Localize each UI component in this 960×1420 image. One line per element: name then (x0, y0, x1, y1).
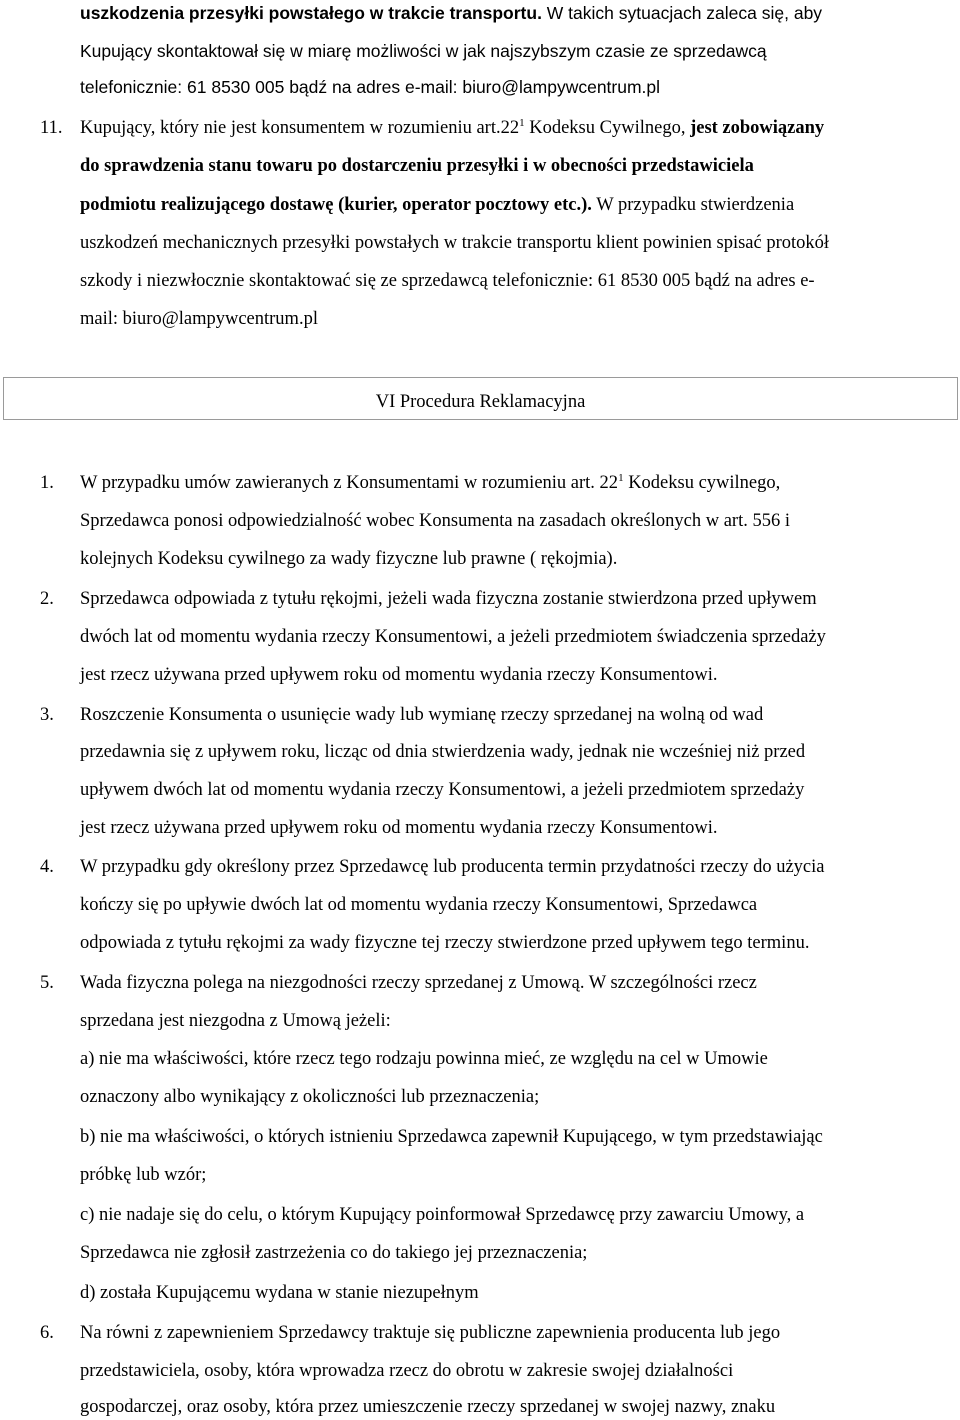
item-11-text-line-3: W przypadku stwierdzenia (591, 195, 795, 215)
item-1-number: 1. (40, 473, 54, 493)
item-11-superscript: 1 (519, 116, 525, 129)
item-4-number: 4. (40, 857, 54, 877)
item-4-line-1: W przypadku gdy określony przez Sprzedawcę lub producenta termin przydatności rzeczy do użycia (80, 857, 825, 877)
item-11-bold-line-3: podmiotu realizującego dostawę (kurier, operator pocztowy etc.). (80, 195, 592, 215)
item-11-bold-line-2: do sprawdzenia stanu towaru po dostarczeniu przesyłki i w obecności przedstawiciela (80, 156, 754, 176)
item-5-sub-b-line-1: b) nie ma właściwości, o których istnieniu Sprzedawca zapewnił Kupującego, w tym przedstawiając (80, 1127, 823, 1147)
item-1-text-a: W przypadku umów zawieranych z Konsumentami w rozumieniu art. 22 (80, 473, 619, 493)
item-11-line-2 (80, 155, 754, 179)
item-11-line-6: mail: biuro@lampywcentrum.pl (80, 309, 318, 329)
item-11-bold-text: jest zobowiązany (690, 118, 825, 138)
prev-bold-text: uszkodzenia przesyłki powstałego w trakcie transportu. (80, 3, 542, 23)
item-2-line-3: jest rzecz używana przed upływem roku od momentu wydania rzeczy Konsumentowi. (80, 665, 718, 685)
item-11-line-4: uszkodzeń mechanicznych przesyłki powstałych w trakcie transportu klient powinien spisać protokół (80, 233, 830, 253)
item-1-line-3: kolejnych Kodeksu cywilnego za wady fizyczne lub prawne ( rękojmia). (80, 549, 618, 569)
item-11-line-1 (80, 117, 824, 141)
item-5-sub-c-line-2: Sprzedawca nie zgłosił zastrzeżenia co do takiego jej przeznaczenia; (80, 1243, 588, 1263)
prev-text: W takich sytuacjach zaleca się, aby (541, 3, 823, 23)
item-11-text-a: Kupujący, który nie jest konsumentem w rozumieniu art.22 (80, 118, 520, 138)
item-3-line-4: jest rzecz używana przed upływem roku od momentu wydania rzeczy Konsumentowi. (80, 818, 718, 838)
item-3-line-1: Roszczenie Konsumenta o usunięcie wady lub wymianę rzeczy sprzedanej na wolną od wad (80, 705, 764, 725)
item-11-line-5: szkody i niezwłocznie skontaktować się ze sprzedawcą telefonicznie: 61 8530 005 bądź na adres e- (80, 271, 815, 291)
item-2-line-1: Sprzedawca odpowiada z tytułu rękojmi, jeżeli wada fizyczna zostanie stwierdzona przed upływem (80, 589, 817, 609)
section-header-box (3, 377, 958, 420)
item-2-number: 2. (40, 589, 54, 609)
item-6-line-2: przedstawiciela, osoby, która wprowadza rzecz do obrotu w zakresie swojej działalności (80, 1361, 734, 1381)
item-4-line-2: kończy się po upływie dwóch lat od momentu wydania rzeczy Konsumentowi, Sprzedawca (80, 895, 758, 915)
item-11-text-b: Kodeksu Cywilnego, (524, 118, 691, 138)
prev-line-2: Kupujący skontaktował się w miarę możliwości w jak najszybszym czasie ze sprzedawcą (80, 41, 767, 61)
item-3-line-2: przedawnia się z upływem roku, licząc od dnia stwierdzenia wady, jednak nie wcześniej niż przed (80, 742, 806, 762)
item-6-line-3: gospodarczej, oraz osoby, która przez umieszczenie rzeczy sprzedanej w swojej nazwy, znaku (80, 1397, 776, 1417)
item-4-line-3: odpowiada z tytułu rękojmi za wady fizyczne tej rzeczy stwierdzone przed upływem tego terminu. (80, 933, 810, 953)
item-5-sub-c-line-1: c) nie nadaje się do celu, o którym Kupujący poinformował Sprzedawcę przy zawarciu Umowy, a (80, 1205, 805, 1225)
item-5-sub-a-line-2: oznaczony albo wynikający z okoliczności lub przeznaczenia; (80, 1087, 540, 1107)
item-5-line-2: sprzedana jest niezgodna z Umową jeżeli: (80, 1011, 391, 1031)
item-1-superscript: 1 (618, 471, 624, 484)
item-5-sub-d-line-1: d) została Kupującemu wydana w stanie niezupełnym (80, 1283, 479, 1303)
section-title: VI Procedura Reklamacyjna (375, 392, 586, 412)
item-11-line-3 (80, 194, 794, 218)
item-6-line-1: Na równi z zapewnieniem Sprzedawcy traktuje się publiczne zapewnienia producenta lub jego (80, 1323, 781, 1343)
item-1-line-1 (80, 472, 780, 496)
item-3-number: 3. (40, 705, 54, 725)
item-3-line-3: upływem dwóch lat od momentu wydania rzeczy Konsumentowi, a jeżeli przedmiotem sprzedaży (80, 780, 805, 800)
item-11-number: 11. (40, 118, 63, 138)
item-5-line-1: Wada fizyczna polega na niezgodności rzeczy sprzedanej z Umową. W szczególności rzecz (80, 973, 757, 993)
item-5-sub-a-line-1: a) nie ma właściwości, które rzecz tego rodzaju powinna mieć, ze względu na cel w Umowie (80, 1049, 768, 1069)
item-1-text-b: Kodeksu cywilnego, (623, 473, 781, 493)
prev-line-3: telefonicznie: 61 8530 005 bądź na adres e-mail: biuro@lampywcentrum.pl (80, 77, 661, 97)
item-2-line-2: dwóch lat od momentu wydania rzeczy Konsumentowi, a jeżeli przedmiotem świadczenia sprzedaży (80, 627, 826, 647)
item-5-number: 5. (40, 973, 54, 993)
item-1-line-2: Sprzedawca ponosi odpowiedzialność wobec Konsumenta na zasadach określonych w art. 556 i (80, 511, 790, 531)
item-5-sub-b-line-2: próbkę lub wzór; (80, 1165, 207, 1185)
item-6-number: 6. (40, 1323, 54, 1343)
prev-line-1 (80, 2, 822, 26)
